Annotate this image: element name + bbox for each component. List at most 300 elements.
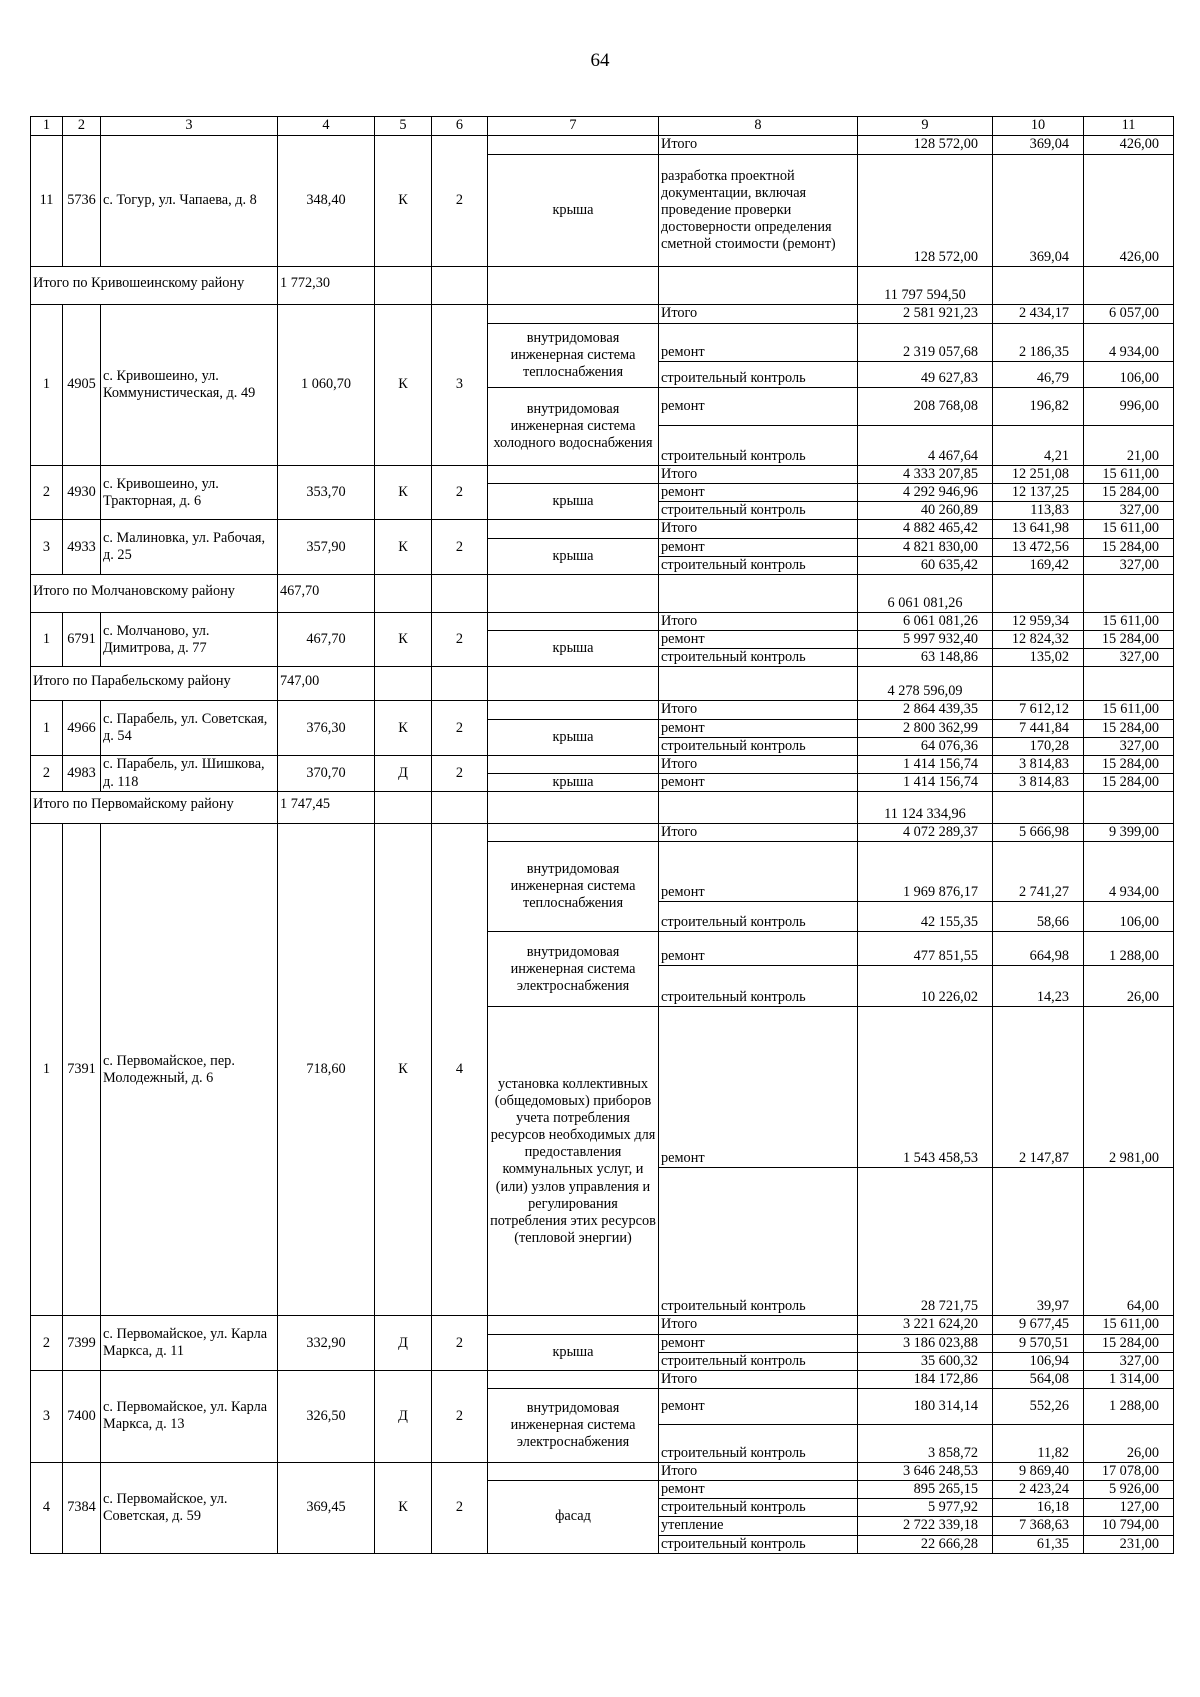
cost-value: 12 959,34 — [993, 612, 1084, 630]
cost-value: 4 467,64 — [858, 426, 993, 466]
cost-value: 10 226,02 — [858, 966, 993, 1007]
cost-value: 46,79 — [993, 362, 1084, 388]
work-type-empty — [488, 755, 659, 773]
house-floors: 2 — [432, 1316, 488, 1370]
cost-value: 1 414 156,74 — [858, 774, 993, 792]
empty-cell — [993, 574, 1084, 612]
work-type: крыша — [488, 484, 659, 520]
house-class: К — [375, 1462, 432, 1553]
house-floors: 2 — [432, 520, 488, 574]
cost-value: 327,00 — [1084, 737, 1174, 755]
cost-label: ремонт — [659, 324, 858, 362]
cost-value: 106,00 — [1084, 362, 1174, 388]
empty-cell — [432, 792, 488, 824]
row-number: 1 — [31, 612, 63, 666]
cost-label: ремонт — [659, 631, 858, 649]
work-type: крыша — [488, 774, 659, 792]
cost-value: 327,00 — [1084, 502, 1174, 520]
empty-cell — [659, 267, 858, 305]
house-area: 370,70 — [278, 755, 375, 791]
cost-value: 369,04 — [993, 155, 1084, 267]
cost-value: 7 441,84 — [993, 719, 1084, 737]
cost-value: 21,00 — [1084, 426, 1174, 466]
district-subtotal-row — [31, 574, 1174, 612]
work-type-empty — [488, 612, 659, 630]
cost-value: 7 368,63 — [993, 1517, 1084, 1535]
work-type-empty — [488, 466, 659, 484]
empty-cell — [993, 792, 1084, 824]
district-subtotal-area: 467,70 — [278, 574, 375, 612]
cost-value: 1 414 156,74 — [858, 755, 993, 773]
house-area: 348,40 — [278, 136, 375, 267]
col-header: 1 — [31, 117, 63, 136]
row-number: 2 — [31, 466, 63, 520]
cost-label: утепление — [659, 1517, 858, 1535]
district-subtotal-row — [31, 792, 1174, 824]
cost-value: 2 423,24 — [993, 1481, 1084, 1499]
cost-value: 39,97 — [993, 1168, 1084, 1316]
cost-label: строительный контроль — [659, 737, 858, 755]
cost-label: строительный контроль — [659, 362, 858, 388]
cost-value: 26,00 — [1084, 966, 1174, 1007]
cost-value: 14,23 — [993, 966, 1084, 1007]
cost-label: ремонт — [659, 538, 858, 556]
cost-value: 64 076,36 — [858, 737, 993, 755]
house-class: Д — [375, 1316, 432, 1370]
cost-value: 60 635,42 — [858, 556, 993, 574]
cost-value: 12 824,32 — [993, 631, 1084, 649]
house-class: К — [375, 136, 432, 267]
cost-value: 61,35 — [993, 1535, 1084, 1553]
cost-label: Итого — [659, 612, 858, 630]
house-floors: 4 — [432, 824, 488, 1316]
work-type: установка коллективных (общедомовых) приборов учета потребления ресурсов необходимых для предоставления коммунальных услуг, и (или) узлов управления и регулирования потребления этих ресурсов (тепловой энергии) — [488, 1007, 659, 1316]
house-id: 4930 — [63, 466, 101, 520]
cost-label: ремонт — [659, 1481, 858, 1499]
table-row — [31, 136, 1174, 155]
cost-value: 6 061 081,26 — [858, 612, 993, 630]
district-subtotal-sum: 11 797 594,50 — [858, 267, 993, 305]
house-id: 6791 — [63, 612, 101, 666]
house-id: 7400 — [63, 1370, 101, 1462]
col-header: 9 — [858, 117, 993, 136]
cost-label: строительный контроль — [659, 556, 858, 574]
cost-value: 15 611,00 — [1084, 520, 1174, 538]
cost-value: 1 288,00 — [1084, 932, 1174, 966]
cost-label: разработка проектной документации, включая проведение проверки достоверности определения сметной стоимости (ремонт) — [659, 155, 858, 267]
house-class: К — [375, 305, 432, 466]
cost-value: 208 768,08 — [858, 388, 993, 426]
cost-value: 3 646 248,53 — [858, 1462, 993, 1480]
house-address: с. Кривошеино, ул. Тракторная, д. 6 — [101, 466, 278, 520]
row-number: 2 — [31, 755, 63, 791]
cost-value: 552,26 — [993, 1388, 1084, 1424]
empty-cell — [659, 574, 858, 612]
cost-label: ремонт — [659, 1388, 858, 1424]
cost-value: 16,18 — [993, 1499, 1084, 1517]
cost-value: 5 977,92 — [858, 1499, 993, 1517]
table-row — [31, 701, 1174, 719]
empty-cell — [1084, 792, 1174, 824]
house-class: К — [375, 612, 432, 666]
house-address: с. Кривошеино, ул. Коммунистическая, д. 49 — [101, 305, 278, 466]
empty-cell — [488, 792, 659, 824]
cost-value: 15 611,00 — [1084, 1316, 1174, 1334]
house-class: К — [375, 701, 432, 755]
cost-value: 28 721,75 — [858, 1168, 993, 1316]
house-address: с. Парабель, ул. Шишкова, д. 118 — [101, 755, 278, 791]
cost-value: 3 814,83 — [993, 755, 1084, 773]
house-area: 353,70 — [278, 466, 375, 520]
work-type-empty — [488, 701, 659, 719]
cost-value: 2 864 439,35 — [858, 701, 993, 719]
cost-value: 2 722 339,18 — [858, 1517, 993, 1535]
cost-value: 58,66 — [993, 902, 1084, 932]
cost-value: 128 572,00 — [858, 155, 993, 267]
empty-cell — [488, 574, 659, 612]
work-type: внутридомовая инженерная система электроснабжения — [488, 932, 659, 1007]
cost-label: ремонт — [659, 719, 858, 737]
cost-value: 3 814,83 — [993, 774, 1084, 792]
cost-value: 15 284,00 — [1084, 538, 1174, 556]
cost-value: 564,08 — [993, 1370, 1084, 1388]
cost-label: строительный контроль — [659, 1168, 858, 1316]
work-type-empty — [488, 1316, 659, 1334]
cost-value: 10 794,00 — [1084, 1517, 1174, 1535]
cost-label: Итого — [659, 1316, 858, 1334]
cost-value: 4 072 289,37 — [858, 824, 993, 842]
cost-value: 1 969 876,17 — [858, 842, 993, 902]
empty-cell — [375, 792, 432, 824]
cost-label: Итого — [659, 755, 858, 773]
work-type: фасад — [488, 1481, 659, 1554]
cost-label: строительный контроль — [659, 426, 858, 466]
row-number: 1 — [31, 701, 63, 755]
col-header: 2 — [63, 117, 101, 136]
repair-program-table — [30, 116, 1174, 1554]
district-subtotal-row — [31, 667, 1174, 701]
table-row — [31, 520, 1174, 538]
house-floors: 2 — [432, 612, 488, 666]
house-area: 332,90 — [278, 1316, 375, 1370]
table-row — [31, 1462, 1174, 1480]
house-floors: 2 — [432, 755, 488, 791]
district-subtotal-label: Итого по Первомайскому району — [31, 792, 278, 824]
cost-value: 3 858,72 — [858, 1424, 993, 1462]
work-type-empty — [488, 136, 659, 155]
district-subtotal-area: 1 747,45 — [278, 792, 375, 824]
house-id: 4966 — [63, 701, 101, 755]
house-class: К — [375, 520, 432, 574]
cost-value: 3 221 624,20 — [858, 1316, 993, 1334]
district-subtotal-area: 747,00 — [278, 667, 375, 701]
house-class: К — [375, 466, 432, 520]
cost-value: 4 882 465,42 — [858, 520, 993, 538]
house-floors: 2 — [432, 466, 488, 520]
house-id: 4905 — [63, 305, 101, 466]
cost-value: 15 611,00 — [1084, 701, 1174, 719]
cost-label: Итого — [659, 1462, 858, 1480]
house-id: 5736 — [63, 136, 101, 267]
house-id: 4933 — [63, 520, 101, 574]
table-row — [31, 612, 1174, 630]
col-header: 4 — [278, 117, 375, 136]
cost-value: 4 292 946,96 — [858, 484, 993, 502]
cost-label: строительный контроль — [659, 1424, 858, 1462]
house-area: 369,45 — [278, 1462, 375, 1553]
cost-value: 4 821 830,00 — [858, 538, 993, 556]
cost-value: 5 997 932,40 — [858, 631, 993, 649]
house-id: 4983 — [63, 755, 101, 791]
cost-label: ремонт — [659, 388, 858, 426]
district-subtotal-sum: 11 124 334,96 — [858, 792, 993, 824]
empty-cell — [1084, 267, 1174, 305]
cost-value: 15 284,00 — [1084, 719, 1174, 737]
col-header: 5 — [375, 117, 432, 136]
cost-label: Итого — [659, 1370, 858, 1388]
district-subtotal-row — [31, 267, 1174, 305]
cost-label: ремонт — [659, 1007, 858, 1168]
cost-value: 113,83 — [993, 502, 1084, 520]
cost-value: 15 284,00 — [1084, 484, 1174, 502]
house-area: 1 060,70 — [278, 305, 375, 466]
cost-label: ремонт — [659, 842, 858, 902]
house-area: 357,90 — [278, 520, 375, 574]
cost-value: 3 186 023,88 — [858, 1334, 993, 1352]
cost-value: 426,00 — [1084, 136, 1174, 155]
table-row — [31, 1370, 1174, 1388]
cost-value: 327,00 — [1084, 1352, 1174, 1370]
cost-value: 9 570,51 — [993, 1334, 1084, 1352]
col-header: 11 — [1084, 117, 1174, 136]
cost-value: 15 284,00 — [1084, 774, 1174, 792]
table-row — [31, 755, 1174, 773]
cost-value: 1 543 458,53 — [858, 1007, 993, 1168]
district-subtotal-area: 1 772,30 — [278, 267, 375, 305]
cost-value: 2 741,27 — [993, 842, 1084, 902]
cost-label: Итого — [659, 824, 858, 842]
cost-value: 664,98 — [993, 932, 1084, 966]
row-number: 1 — [31, 305, 63, 466]
cost-value: 35 600,32 — [858, 1352, 993, 1370]
district-subtotal-label: Итого по Молчановскому району — [31, 574, 278, 612]
cost-value: 2 981,00 — [1084, 1007, 1174, 1168]
col-header: 8 — [659, 117, 858, 136]
cost-value: 15 284,00 — [1084, 631, 1174, 649]
col-header: 7 — [488, 117, 659, 136]
cost-value: 180 314,14 — [858, 1388, 993, 1424]
cost-label: Итого — [659, 466, 858, 484]
cost-value: 64,00 — [1084, 1168, 1174, 1316]
cost-value: 369,04 — [993, 136, 1084, 155]
house-id: 7384 — [63, 1462, 101, 1553]
row-number: 3 — [31, 1370, 63, 1462]
cost-value: 231,00 — [1084, 1535, 1174, 1553]
cost-value: 184 172,86 — [858, 1370, 993, 1388]
cost-value: 9 399,00 — [1084, 824, 1174, 842]
cost-value: 40 260,89 — [858, 502, 993, 520]
district-subtotal-label: Итого по Кривошеинскому району — [31, 267, 278, 305]
cost-value: 1 288,00 — [1084, 1388, 1174, 1424]
district-subtotal-label: Итого по Парабельскому району — [31, 667, 278, 701]
col-header: 6 — [432, 117, 488, 136]
cost-value: 477 851,55 — [858, 932, 993, 966]
cost-value: 6 057,00 — [1084, 305, 1174, 324]
col-header: 3 — [101, 117, 278, 136]
cost-value: 15 611,00 — [1084, 466, 1174, 484]
empty-cell — [375, 667, 432, 701]
house-address: с. Первомайское, ул. Карла Маркса, д. 11 — [101, 1316, 278, 1370]
cost-value: 2 800 362,99 — [858, 719, 993, 737]
cost-value: 327,00 — [1084, 649, 1174, 667]
cost-value: 42 155,35 — [858, 902, 993, 932]
work-type-empty — [488, 824, 659, 842]
cost-value: 5 926,00 — [1084, 1481, 1174, 1499]
house-class: Д — [375, 755, 432, 791]
cost-label: строительный контроль — [659, 966, 858, 1007]
cost-value: 26,00 — [1084, 1424, 1174, 1462]
column-number-row — [31, 117, 1174, 136]
work-type: внутридомовая инженерная система теплоснабжения — [488, 324, 659, 388]
house-id: 7391 — [63, 824, 101, 1316]
empty-cell — [432, 267, 488, 305]
house-floors: 2 — [432, 1370, 488, 1462]
cost-label: строительный контроль — [659, 502, 858, 520]
cost-value: 4 333 207,85 — [858, 466, 993, 484]
house-class: К — [375, 824, 432, 1316]
cost-value: 106,94 — [993, 1352, 1084, 1370]
house-address: с. Малиновка, ул. Рабочая, д. 25 — [101, 520, 278, 574]
cost-value: 2 319 057,68 — [858, 324, 993, 362]
cost-label: ремонт — [659, 774, 858, 792]
cost-value: 135,02 — [993, 649, 1084, 667]
work-type-empty — [488, 520, 659, 538]
house-area: 326,50 — [278, 1370, 375, 1462]
cost-value: 15 284,00 — [1084, 1334, 1174, 1352]
work-type-empty — [488, 1462, 659, 1480]
table-row — [31, 1316, 1174, 1334]
house-floors: 2 — [432, 701, 488, 755]
house-area: 376,30 — [278, 701, 375, 755]
cost-value: 1 314,00 — [1084, 1370, 1174, 1388]
house-class: Д — [375, 1370, 432, 1462]
work-type: внутридомовая инженерная система холодного водоснабжения — [488, 388, 659, 466]
cost-label: ремонт — [659, 1334, 858, 1352]
row-number: 3 — [31, 520, 63, 574]
house-floors: 2 — [432, 1462, 488, 1553]
cost-value: 895 265,15 — [858, 1481, 993, 1499]
cost-value: 4 934,00 — [1084, 324, 1174, 362]
cost-value: 17 078,00 — [1084, 1462, 1174, 1480]
cost-label: ремонт — [659, 932, 858, 966]
cost-value: 11,82 — [993, 1424, 1084, 1462]
cost-label: Итого — [659, 520, 858, 538]
work-type-empty — [488, 1370, 659, 1388]
work-type: крыша — [488, 719, 659, 755]
district-subtotal-sum: 6 061 081,26 — [858, 574, 993, 612]
house-id: 7399 — [63, 1316, 101, 1370]
cost-value: 9 677,45 — [993, 1316, 1084, 1334]
cost-label: Итого — [659, 701, 858, 719]
cost-label: строительный контроль — [659, 1352, 858, 1370]
work-type: крыша — [488, 538, 659, 574]
empty-cell — [1084, 574, 1174, 612]
cost-value: 106,00 — [1084, 902, 1174, 932]
work-type-empty — [488, 305, 659, 324]
cost-value: 49 627,83 — [858, 362, 993, 388]
empty-cell — [1084, 667, 1174, 701]
cost-value: 996,00 — [1084, 388, 1174, 426]
cost-label: строительный контроль — [659, 1535, 858, 1553]
cost-value: 13 472,56 — [993, 538, 1084, 556]
work-type: крыша — [488, 1334, 659, 1370]
cost-value: 196,82 — [993, 388, 1084, 426]
empty-cell — [432, 574, 488, 612]
house-floors: 3 — [432, 305, 488, 466]
cost-value: 4 934,00 — [1084, 842, 1174, 902]
house-area: 467,70 — [278, 612, 375, 666]
empty-cell — [488, 667, 659, 701]
empty-cell — [659, 667, 858, 701]
cost-label: ремонт — [659, 484, 858, 502]
house-address: с. Первомайское, ул. Советская, д. 59 — [101, 1462, 278, 1553]
cost-value: 426,00 — [1084, 155, 1174, 267]
row-number: 2 — [31, 1316, 63, 1370]
cost-value: 12 137,25 — [993, 484, 1084, 502]
cost-value: 15 611,00 — [1084, 612, 1174, 630]
cost-value: 4,21 — [993, 426, 1084, 466]
cost-value: 13 641,98 — [993, 520, 1084, 538]
table-row — [31, 824, 1174, 842]
work-type: крыша — [488, 631, 659, 667]
cost-value: 5 666,98 — [993, 824, 1084, 842]
empty-cell — [432, 667, 488, 701]
cost-value: 2 186,35 — [993, 324, 1084, 362]
cost-value: 327,00 — [1084, 556, 1174, 574]
house-address: с. Первомайское, пер. Молодежный, д. 6 — [101, 824, 278, 1316]
cost-value: 170,28 — [993, 737, 1084, 755]
house-area: 718,60 — [278, 824, 375, 1316]
cost-value: 9 869,40 — [993, 1462, 1084, 1480]
cost-value: 127,00 — [1084, 1499, 1174, 1517]
empty-cell — [375, 267, 432, 305]
cost-value: 63 148,86 — [858, 649, 993, 667]
cost-value: 169,42 — [993, 556, 1084, 574]
cost-value: 2 581 921,23 — [858, 305, 993, 324]
cost-value: 12 251,08 — [993, 466, 1084, 484]
table-row — [31, 466, 1174, 484]
house-address: с. Первомайское, ул. Карла Маркса, д. 13 — [101, 1370, 278, 1462]
cost-value: 7 612,12 — [993, 701, 1084, 719]
empty-cell — [375, 574, 432, 612]
district-subtotal-sum: 4 278 596,09 — [858, 667, 993, 701]
cost-value: 22 666,28 — [858, 1535, 993, 1553]
cost-value: 15 284,00 — [1084, 755, 1174, 773]
work-type: крыша — [488, 155, 659, 267]
cost-label: Итого — [659, 305, 858, 324]
work-type: внутридомовая инженерная система теплоснабжения — [488, 842, 659, 932]
cost-label: строительный контроль — [659, 1499, 858, 1517]
row-number: 4 — [31, 1462, 63, 1553]
row-number: 1 — [31, 824, 63, 1316]
cost-label: Итого — [659, 136, 858, 155]
empty-cell — [993, 267, 1084, 305]
empty-cell — [993, 667, 1084, 701]
table-row — [31, 305, 1174, 324]
work-type: внутридомовая инженерная система электроснабжения — [488, 1388, 659, 1462]
cost-label: строительный контроль — [659, 649, 858, 667]
cost-label: строительный контроль — [659, 902, 858, 932]
